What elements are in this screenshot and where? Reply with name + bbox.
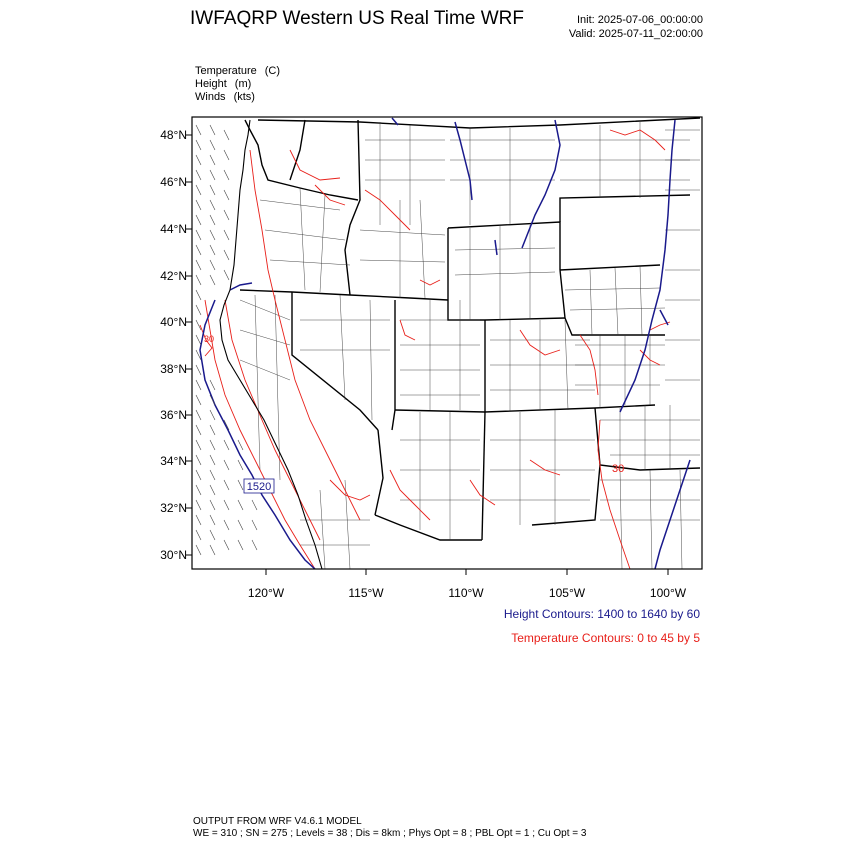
lat-label: 46°N [160,175,187,189]
lon-label: 105°W [548,586,586,600]
height-label-text: 1520 [246,481,272,493]
field-name: Height [195,78,227,90]
lat-label: 48°N [160,128,187,142]
lon-label: 110°W [448,586,484,600]
model-info-footer [193,816,586,840]
lon-ticks [266,569,668,575]
field-unit: (kts) [233,91,255,103]
coastline [220,120,322,569]
lat-label: 30°N [160,548,187,562]
field-name: Temperature [195,65,257,77]
model-config: WE = 310 ; SN = 275 ; Levels = 38 ; Dis = 8km ; Phys Opt = 8 ; PBL Opt = 1 ; Cu Opt = 3 [193,828,587,839]
temperature-label-text: 30 [204,334,215,344]
valid-time: Valid: 2025-07-11_02:00:00 [568,28,703,40]
height-contour-legend: Height Contours: 1400 to 1640 by 60 [503,607,700,621]
temperature-contours [200,130,670,569]
field-unit: (C) [264,65,281,77]
lon-label: 115°W [348,586,384,600]
lon-label: 100°W [649,586,687,600]
height-contour-label [244,479,274,493]
height-contours [200,118,690,569]
temperature-contour-legend: Temperature Contours: 0 to 45 by 5 [511,631,700,645]
map-title: IWFAQRP Western US Real Time WRF [190,8,524,29]
lat-label: 32°N [160,501,187,515]
model-version: OUTPUT FROM WRF V4.6.1 MODEL [193,816,362,827]
lat-label: 38°N [160,362,187,376]
field-unit: (m) [234,78,252,90]
lat-ticks [186,135,192,555]
lat-label: 36°N [160,408,187,422]
lat-label: 40°N [160,315,187,329]
field-name: Winds [195,91,226,103]
map-frame [192,117,702,569]
lat-label: 34°N [160,454,187,468]
county-boundaries [240,122,700,569]
lat-label: 42°N [160,269,187,283]
init-time: Init: 2025-07-06_00:00:00 [577,14,703,26]
temperature-label-text: 30 [612,463,625,475]
lon-label: 120°W [247,586,285,600]
map-content [196,118,700,569]
lat-label: 44°N [160,222,187,236]
